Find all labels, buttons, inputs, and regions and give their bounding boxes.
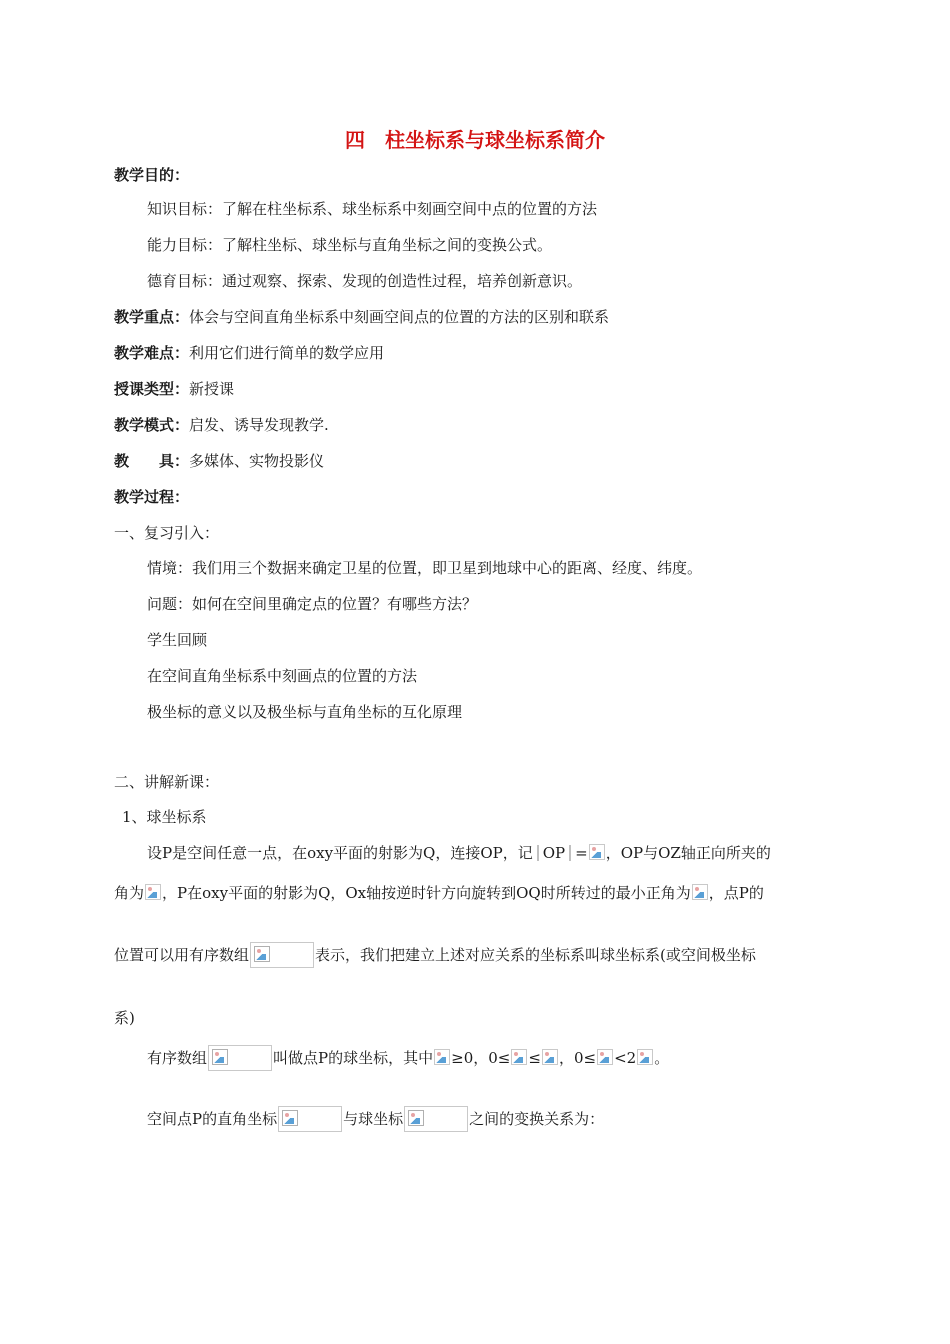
mode-text: 启发、诱导发现教学. — [189, 416, 329, 434]
para-3 — [114, 942, 756, 968]
formula-image-box — [250, 942, 314, 968]
para-5-text-b: 叫做点P的球坐标，其中 — [273, 1049, 434, 1067]
objective-knowledge: 知识目标：了解在柱坐标系、球坐标系中刻画空间中点的位置的方法 — [147, 200, 598, 218]
lesson-type-text: 新授课 — [189, 380, 235, 398]
difficulty-line — [114, 343, 384, 363]
key-point-text: 体会与空间直角坐标系中刻画空间点的位置的方法的区别和联系 — [189, 308, 610, 326]
para-6-text-a: 空间点P的直角坐标 — [147, 1110, 278, 1128]
para-6 — [147, 1106, 604, 1132]
para-3-text-a: 位置可以用有序数组 — [114, 946, 250, 964]
para-5-text-c: ≥0，0≤ — [451, 1049, 511, 1067]
formula-image-box — [208, 1045, 272, 1071]
review-student: 学生回顾 — [147, 631, 208, 649]
abs-bar-left — [537, 845, 539, 861]
title-number: 四 — [345, 128, 365, 152]
formula-image-icon — [637, 1049, 653, 1065]
formula-image-icon — [145, 884, 161, 900]
difficulty-label: 教学难点： — [114, 344, 190, 362]
para-5-text-f: <2 — [614, 1049, 637, 1067]
objectives-label: 教学目的： — [114, 166, 190, 184]
review-situation: 情境：我们用三个数据来确定卫星的位置，即卫星到地球中心的距离、经度、纬度。 — [147, 559, 703, 577]
formula-image-box — [278, 1106, 342, 1132]
formula-image-icon — [282, 1110, 298, 1126]
formula-image-icon — [434, 1049, 450, 1065]
spherical-subheading: 1、球坐标系 — [122, 808, 207, 826]
para-2-text-c: ，点P的 — [708, 884, 764, 902]
tools-line — [114, 451, 324, 471]
para-2 — [114, 883, 764, 903]
para-1-text-d: ，OP与OZ轴正向所夹的 — [605, 844, 771, 862]
review-question: 问题：如何在空间里确定点的位置？有哪些方法？ — [147, 595, 478, 613]
para-2-text-b: ，P在oxy平面的射影为Q，Ox轴按逆时针方向旋转到OQ时所转过的最小正角为 — [162, 884, 691, 902]
para-6-text-c: 之间的变换关系为： — [469, 1110, 605, 1128]
tools-label-b: 具： — [159, 452, 190, 470]
tools-text: 多媒体、实物投影仪 — [189, 452, 325, 470]
process-label: 教学过程： — [114, 488, 190, 506]
lesson-type-line — [114, 379, 234, 399]
formula-image-icon — [511, 1049, 527, 1065]
objective-ability: 能力目标：了解柱坐标、球坐标与直角坐标之间的变换公式。 — [147, 236, 553, 254]
tools-label-a: 教 — [114, 452, 130, 470]
lesson-type-label: 授课类型： — [114, 380, 190, 398]
formula-image-icon — [597, 1049, 613, 1065]
review-heading: 一、复习引入： — [114, 524, 220, 542]
para-1-op: OP — [542, 844, 566, 862]
para-1 — [147, 843, 771, 863]
key-point-label: 教学重点： — [114, 308, 190, 326]
para-3-text-b: 表示，我们把建立上述对应关系的坐标系叫球坐标系(或空间极坐标 — [315, 946, 756, 964]
review-method: 在空间直角坐标系中刻画点的位置的方法 — [147, 667, 418, 685]
abs-bar-right — [569, 845, 571, 861]
formula-image-icon — [589, 844, 605, 860]
mode-line — [114, 415, 329, 435]
para-1-eq: = — [575, 844, 588, 862]
para-4: 系) — [114, 1009, 135, 1027]
formula-image-icon — [408, 1110, 424, 1126]
formula-image-icon — [692, 884, 708, 900]
para-5-text-g: 。 — [654, 1049, 670, 1067]
review-polar: 极坐标的意义以及极坐标与直角坐标的互化原理 — [147, 703, 463, 721]
mode-label: 教学模式： — [114, 416, 190, 434]
para-2-text-a: 角为 — [114, 884, 145, 902]
formula-image-icon — [542, 1049, 558, 1065]
para-5-text-d: ≤ — [528, 1049, 541, 1067]
para-6-text-b: 与球坐标 — [343, 1110, 404, 1128]
objective-moral: 德育目标：通过观察、探索、发现的创造性过程，培养创新意识。 — [147, 272, 583, 290]
key-point-line — [114, 307, 609, 327]
para-5-text-a: 有序数组 — [147, 1049, 208, 1067]
para-5 — [147, 1045, 669, 1071]
formula-image-box — [404, 1106, 468, 1132]
para-5-text-e: ，0≤ — [558, 1049, 597, 1067]
para-1-text-a: 设P是空间任意一点，在oxy平面的射影为Q，连接OP，记 — [147, 844, 533, 862]
page-title — [0, 124, 950, 153]
formula-image-icon — [212, 1049, 228, 1065]
new-lesson-heading: 二、讲解新课： — [114, 773, 220, 791]
formula-image-icon — [254, 946, 270, 962]
difficulty-text: 利用它们进行简单的数学应用 — [189, 344, 385, 362]
title-text: 柱坐标系与球坐标系简介 — [385, 128, 605, 152]
